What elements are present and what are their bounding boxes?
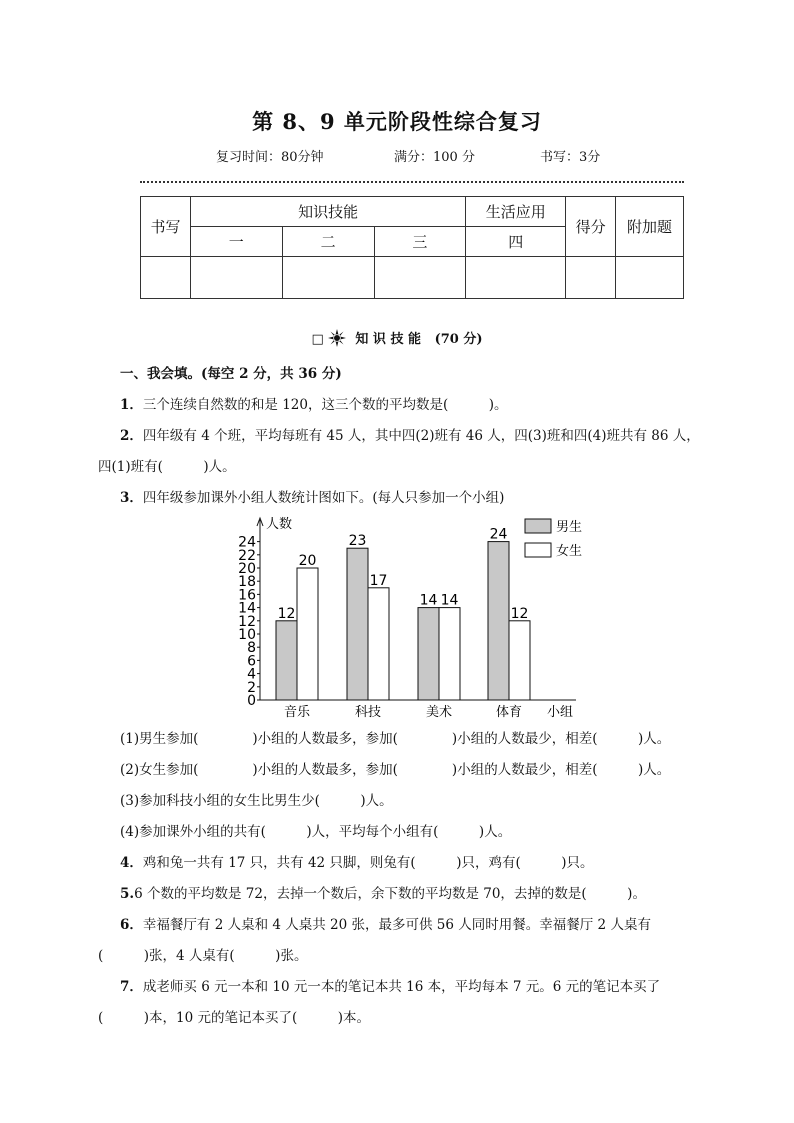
male-bar-3 bbox=[488, 542, 509, 700]
q6-line2: ( )张，4 人桌有( )张。 bbox=[98, 948, 308, 964]
legend-label-0: 男生 bbox=[556, 520, 583, 535]
y-tick-label: 0 bbox=[247, 693, 256, 709]
section-points: (70 分) bbox=[434, 332, 483, 347]
q1-number: 1． bbox=[120, 397, 143, 413]
q2-line2: 四(1)班有( )人。 bbox=[98, 459, 236, 475]
q5-number: 5. bbox=[120, 886, 135, 902]
q4-text: 鸡和兔一共有 17 只，共有 42 只脚，则兔有( )只，鸡有( )只。 bbox=[142, 855, 594, 871]
score-cell-writing[interactable] bbox=[141, 257, 191, 299]
q3-sub3: (3)参加科技小组的女生比男生少( )人。 bbox=[120, 793, 393, 809]
question-2 bbox=[120, 426, 700, 446]
y-tick-label: 12 bbox=[238, 613, 256, 630]
female-value-label-1: 17 bbox=[369, 572, 388, 589]
male-value-label-3: 24 bbox=[489, 526, 508, 543]
writing-header: 书写 bbox=[141, 197, 191, 257]
q7-number: 7． bbox=[120, 979, 143, 995]
question-5 bbox=[120, 884, 646, 904]
y-tick-label: 22 bbox=[238, 547, 256, 564]
q1-text: 三个连续自然数的和是 120，这三个数的平均数是( )。 bbox=[142, 397, 508, 413]
score-cell-total[interactable] bbox=[566, 257, 616, 299]
col-4-header: 四 bbox=[466, 227, 566, 257]
life-header: 生活应用 bbox=[466, 197, 566, 227]
bonus-header: 附加题 bbox=[616, 197, 684, 257]
x-axis-label: 小组 bbox=[546, 705, 574, 720]
category-label-0: 音乐 bbox=[283, 705, 311, 720]
gear-star-icon bbox=[328, 329, 346, 351]
q2-number: 2． bbox=[120, 428, 143, 444]
category-label-3: 体育 bbox=[495, 705, 523, 720]
score-cell-3[interactable] bbox=[374, 257, 466, 299]
writing-score: 书写：3分 bbox=[540, 150, 601, 165]
q2-line1: 四年级有 4 个班，平均每班有 45 人，其中四(2)班有 46 人，四(3)班和四(4)班共有 86 人， bbox=[142, 428, 700, 444]
question-3 bbox=[120, 488, 504, 508]
q5-text: 6 个数的平均数是 72，去掉一个数后，余下数的平均数是 70，去掉的数是( )。 bbox=[134, 886, 646, 902]
male-value-label-1: 23 bbox=[348, 533, 367, 550]
dotted-divider bbox=[140, 181, 684, 183]
y-tick-label: 10 bbox=[238, 627, 256, 643]
score-cell-1[interactable] bbox=[190, 257, 282, 299]
y-tick-label: 18 bbox=[238, 574, 256, 591]
female-value-label-0: 20 bbox=[298, 553, 317, 569]
y-tick-label: 14 bbox=[238, 600, 256, 617]
y-tick-label: 8 bbox=[247, 640, 256, 657]
legend-swatch-1 bbox=[525, 543, 551, 557]
section-header bbox=[0, 328, 794, 351]
score-cell-bonus[interactable] bbox=[616, 257, 684, 299]
q3-number: 3． bbox=[120, 490, 143, 506]
question-1 bbox=[120, 395, 508, 415]
review-time: 复习时间：80分钟 bbox=[216, 150, 324, 165]
full-score: 满分：100 分 bbox=[394, 150, 475, 165]
category-label-2: 美术 bbox=[425, 705, 453, 720]
q7-line2: ( )本，10 元的笔记本买了( )本。 bbox=[98, 1010, 371, 1026]
y-tick-label: 2 bbox=[247, 679, 256, 696]
y-tick-label: 4 bbox=[247, 666, 256, 683]
q6-number: 6． bbox=[120, 917, 143, 933]
y-axis-label: 人数 bbox=[266, 517, 293, 532]
col-2-header: 二 bbox=[282, 227, 374, 257]
female-bar-1 bbox=[368, 588, 389, 700]
score-header: 得分 bbox=[566, 197, 616, 257]
q4-number: 4． bbox=[120, 855, 143, 871]
male-value-label-2: 14 bbox=[419, 592, 438, 609]
col-1-header: 一 bbox=[190, 227, 282, 257]
bar-chart bbox=[220, 512, 620, 724]
score-cell-4[interactable] bbox=[466, 257, 566, 299]
category-label-1: 科技 bbox=[354, 705, 382, 720]
score-cell-2[interactable] bbox=[282, 257, 374, 299]
question-4 bbox=[120, 853, 594, 873]
female-value-label-2: 14 bbox=[440, 592, 459, 609]
q6-line1: 幸福餐厅有 2 人桌和 4 人桌共 20 张，最多可供 56 人同时用餐。幸福餐厅 2 人桌有 bbox=[142, 917, 651, 933]
male-value-label-0: 12 bbox=[277, 605, 296, 622]
female-value-label-3: 12 bbox=[510, 605, 529, 622]
knowledge-header: 知识技能 bbox=[190, 197, 465, 227]
y-tick-label: 24 bbox=[238, 534, 256, 551]
page-title: 第 8、9 单元阶段性综合复习 bbox=[252, 109, 542, 134]
male-bar-1 bbox=[347, 548, 368, 700]
legend-swatch-0 bbox=[525, 519, 551, 533]
part1-heading: 一、我会填。(每空 2 分，共 36 分) bbox=[120, 366, 342, 382]
q3-sub1: (1)男生参加( )小组的人数最多，参加( )小组的人数最少，相差( )人。 bbox=[120, 731, 671, 747]
q7-line1: 成老师买 6 元一本和 10 元一本的笔记本共 16 本，平均每本 7 元。6 元的笔记本买了 bbox=[142, 979, 661, 995]
score-table bbox=[140, 196, 684, 299]
section-label: 知 识 技 能 bbox=[355, 332, 421, 347]
y-tick-label: 6 bbox=[247, 653, 256, 670]
female-bar-3 bbox=[509, 621, 530, 700]
q3-sub4: (4)参加课外小组的共有( )人，平均每个小组有( )人。 bbox=[120, 824, 512, 840]
female-bar-0 bbox=[297, 568, 318, 700]
section-box: □ bbox=[311, 332, 324, 347]
q3-sub2: (2)女生参加( )小组的人数最多，参加( )小组的人数最少，相差( )人。 bbox=[120, 762, 671, 778]
female-bar-2 bbox=[439, 608, 460, 700]
col-3-header: 三 bbox=[374, 227, 466, 257]
male-bar-2 bbox=[418, 608, 439, 700]
question-6 bbox=[120, 915, 651, 935]
y-tick-label: 16 bbox=[238, 587, 256, 604]
question-7 bbox=[120, 977, 660, 997]
male-bar-0 bbox=[276, 621, 297, 700]
q3-text: 四年级参加课外小组人数统计图如下。(每人只参加一个小组) bbox=[142, 490, 505, 506]
y-tick-label: 20 bbox=[238, 561, 256, 577]
legend-label-1: 女生 bbox=[556, 544, 583, 559]
